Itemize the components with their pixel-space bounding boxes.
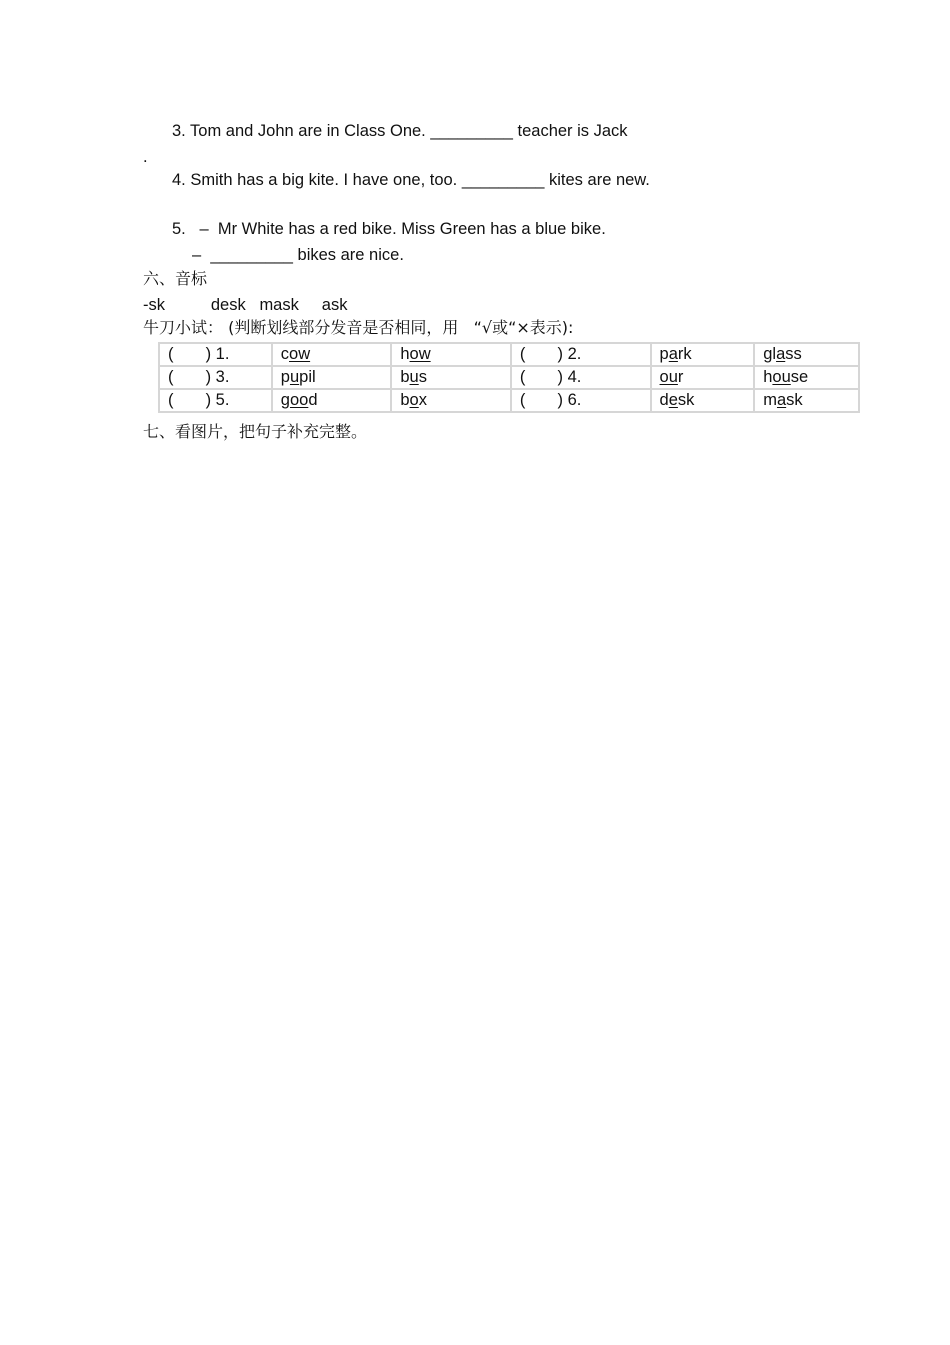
question-5-line-1: 5. – Mr White has a red bike. Miss Green has a blue bike.	[172, 220, 606, 238]
word-cell	[754, 389, 859, 412]
underlined-letters: u	[289, 368, 300, 386]
word-cell	[651, 366, 755, 389]
underlined-letters: ow	[289, 345, 311, 363]
item-number: ( ) 1.	[168, 345, 230, 363]
underlined-letters: ow	[409, 345, 431, 363]
word-part: d	[308, 391, 318, 409]
section-6-heading: 六、音标	[143, 269, 208, 288]
section-6-instruction: 牛刀小试： (判断划线部分发音是否相同，用 “√或“×表示):	[143, 318, 574, 337]
item-number: ( ) 5.	[168, 391, 230, 409]
underlined-letters: oo	[289, 391, 309, 409]
word-cell	[754, 366, 859, 389]
answer-blank-cell	[511, 389, 651, 412]
word-cell	[754, 343, 859, 366]
underlined-letters: a	[668, 345, 678, 363]
underlined-letters: o	[409, 391, 419, 409]
word-part: m	[763, 391, 777, 409]
question-5-line-2: – _________ bikes are nice.	[192, 246, 404, 264]
word-part: c	[280, 345, 290, 363]
question-4: 4. Smith has a big kite. I have one, too. _________ kites are new.	[172, 171, 650, 189]
section-6-words: -sk desk mask ask	[143, 296, 348, 314]
answer-blank-cell	[511, 343, 651, 366]
word-cell	[651, 343, 755, 366]
table-row	[159, 389, 859, 412]
word-part: d	[659, 391, 669, 409]
item-number: ( ) 3.	[168, 368, 230, 386]
word-part: x	[418, 391, 427, 409]
word-part: pil	[299, 368, 316, 386]
word-cell	[272, 366, 392, 389]
word-part: h	[763, 368, 773, 386]
word-part: b	[400, 391, 410, 409]
phonics-table	[158, 342, 860, 413]
word-cell	[272, 389, 392, 412]
word-part: h	[400, 345, 410, 363]
word-part: p	[659, 345, 669, 363]
word-part: ss	[785, 345, 802, 363]
word-cell	[272, 343, 392, 366]
word-part: g	[280, 391, 290, 409]
word-cell	[391, 343, 511, 366]
word-part: gl	[763, 345, 777, 363]
underlined-letters: ou	[772, 368, 791, 386]
word-cell	[391, 389, 511, 412]
item-number: ( ) 6.	[519, 391, 582, 409]
underlined-letters: u	[409, 368, 419, 386]
underlined-letters: a	[776, 345, 786, 363]
underlined-letters: ou	[659, 368, 678, 386]
word-part: se	[790, 368, 809, 386]
table-row	[159, 343, 859, 366]
word-part: sk	[677, 391, 695, 409]
underlined-letters: a	[776, 391, 787, 409]
word-cell	[391, 366, 511, 389]
section-7-heading: 七、看图片，把句子补充完整。	[143, 422, 368, 441]
word-part: sk	[786, 391, 803, 409]
word-cell	[651, 389, 755, 412]
word-part: rk	[677, 345, 692, 363]
table-row	[159, 366, 859, 389]
word-part: s	[418, 368, 427, 386]
answer-blank-cell	[159, 366, 272, 389]
stray-period: .	[143, 148, 148, 166]
word-part: p	[280, 368, 290, 386]
answer-blank-cell	[511, 366, 651, 389]
item-number: ( ) 2.	[519, 345, 582, 363]
underlined-letters: e	[668, 391, 678, 409]
answer-blank-cell	[159, 389, 272, 412]
word-part: b	[400, 368, 410, 386]
answer-blank-cell	[159, 343, 272, 366]
question-3: 3. Tom and John are in Class One. _________ teacher is Jack	[172, 122, 628, 140]
item-number: ( ) 4.	[519, 368, 582, 386]
word-part: r	[677, 368, 684, 386]
